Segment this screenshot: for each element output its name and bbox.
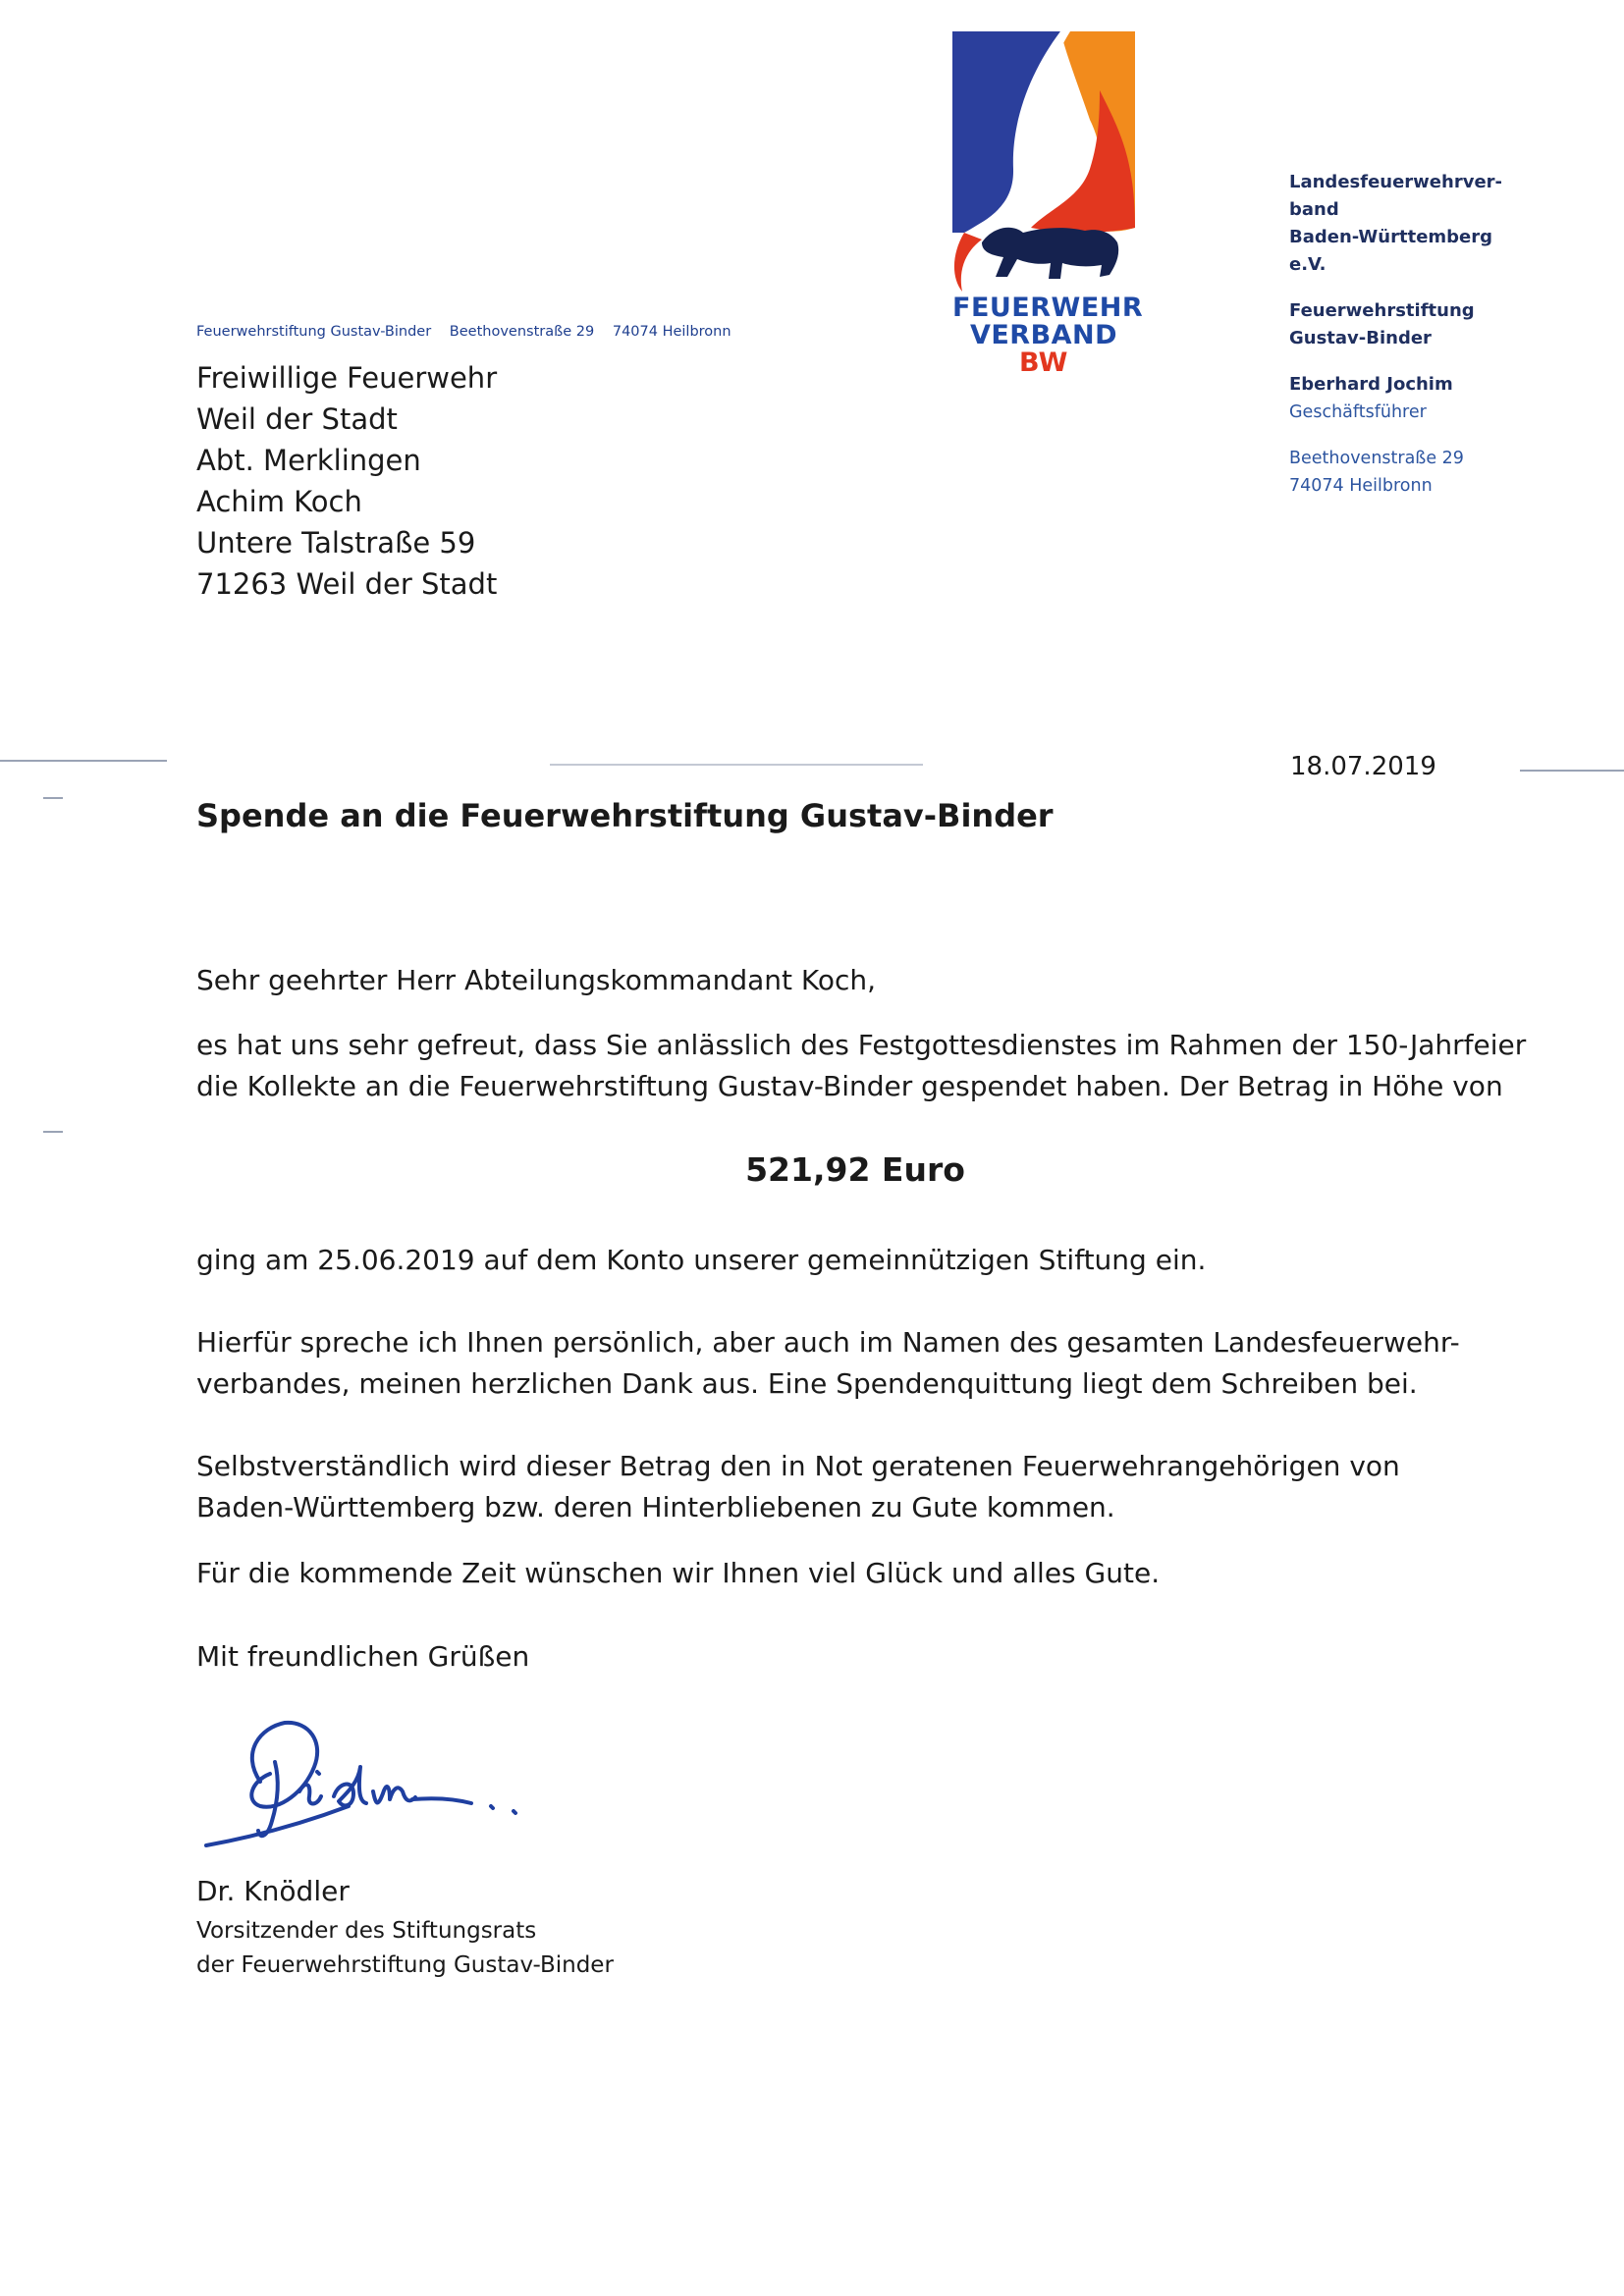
address-city: 74074 Heilbronn: [1289, 476, 1433, 496]
sender-return-address: [196, 324, 745, 340]
fold-mark: [550, 764, 923, 766]
closing: [196, 1636, 1522, 1678]
signer-name: Dr. Knödler: [196, 1875, 350, 1907]
feuerwehrverband-logo: [952, 31, 1144, 378]
foundation-line: Feuerwehrstiftung: [1289, 300, 1475, 321]
paragraph-wishes: [196, 1553, 1522, 1594]
paragraph-line: verbandes, meinen herzlichen Dank aus. Eine Spendenquittung liegt dem Schreiben bei.: [196, 1367, 1418, 1400]
handwritten-signature: [201, 1713, 545, 1860]
contact-title: Geschäftsführer: [1289, 402, 1427, 422]
paragraph-intro: [196, 1025, 1527, 1107]
paragraph-line: Für die kommende Zeit wünschen wir Ihnen viel Glück und alles Gute.: [196, 1557, 1161, 1589]
foundation-line: Gustav-Binder: [1289, 328, 1432, 348]
fold-mark: [1520, 770, 1624, 772]
paragraph-line: Selbstverständlich wird dieser Betrag den in Not geratenen Feuerwehrangehörigen von: [196, 1450, 1400, 1482]
recipient-line: Untere Talstraße 59: [196, 526, 476, 560]
org-line: Baden-Württemberg: [1289, 227, 1493, 247]
org-line: band: [1289, 199, 1339, 220]
paragraph-line: Baden-Württemberg bzw. deren Hinterbliebenen zu Gute kommen.: [196, 1491, 1115, 1523]
organization-name: [1289, 169, 1525, 279]
punch-mark: [43, 1131, 63, 1133]
paragraph-thanks: [196, 1322, 1522, 1405]
contact-name: Eberhard Jochim: [1289, 374, 1453, 395]
recipient-line: Achim Koch: [196, 485, 362, 518]
org-line: e.V.: [1289, 254, 1326, 275]
recipient-line: Abt. Merklingen: [196, 444, 421, 477]
recipient-line: Weil der Stadt: [196, 402, 398, 436]
logo-line2-a: VERBAND: [969, 320, 1118, 350]
letter-subject: Spende an die Feuerwehrstiftung Gustav-Binder: [196, 797, 1054, 834]
donation-amount: 521,92 Euro: [745, 1150, 965, 1189]
signer-role-line: der Feuerwehrstiftung Gustav-Binder: [196, 1952, 614, 1978]
sender-name: Feuerwehrstiftung Gustav-Binder: [196, 324, 432, 340]
paragraph-line: Hierfür spreche ich Ihnen persönlich, aber auch im Namen des gesamten Landesfeuerwehr-: [196, 1326, 1460, 1359]
address-street: Beethovenstraße 29: [1289, 449, 1464, 468]
paragraph-line: ging am 25.06.2019 auf dem Konto unserer gemeinnützigen Stiftung ein.: [196, 1244, 1207, 1276]
recipient-line: 71263 Weil der Stadt: [196, 567, 498, 601]
salutation-text: Sehr geehrter Herr Abteilungskommandant Koch,: [196, 964, 877, 996]
logo-line2-b: BW: [1019, 347, 1068, 378]
sender-street: Beethovenstraße 29: [449, 324, 595, 340]
logo-line1: FEUERWEHR: [952, 293, 1144, 323]
salutation: [196, 960, 1522, 1001]
recipient-address: [196, 357, 497, 605]
paragraph-line: es hat uns sehr gefreut, dass Sie anlässlich des Festgottesdienstes im Rahmen der 150-Jahrfeier: [196, 1029, 1527, 1061]
paragraph-usage: [196, 1446, 1522, 1528]
paragraph-receipt: [196, 1240, 1522, 1281]
letterhead-info: [1289, 169, 1525, 518]
letter-date: 18.07.2019: [1290, 752, 1436, 781]
fold-mark: [0, 760, 167, 762]
foundation-name: [1289, 297, 1525, 352]
org-line: Landesfeuerwehrver-: [1289, 172, 1502, 192]
signer-role: [196, 1914, 614, 1983]
flame-lion-emblem-icon: [952, 31, 1135, 306]
logo-wordmark: [952, 293, 1144, 378]
fold-mark: [43, 797, 63, 799]
logo-line2: [952, 322, 1135, 377]
contact-person: [1289, 371, 1525, 426]
sender-city: 74074 Heilbronn: [612, 324, 731, 340]
signer-role-line: Vorsitzender des Stiftungsrats: [196, 1918, 537, 1944]
closing-text: Mit freundlichen Grüßen: [196, 1640, 530, 1673]
contact-address: [1289, 445, 1525, 500]
paragraph-line: die Kollekte an die Feuerwehrstiftung Gustav-Binder gespendet haben. Der Betrag in Höhe von: [196, 1070, 1503, 1102]
recipient-line: Freiwillige Feuerwehr: [196, 361, 498, 395]
